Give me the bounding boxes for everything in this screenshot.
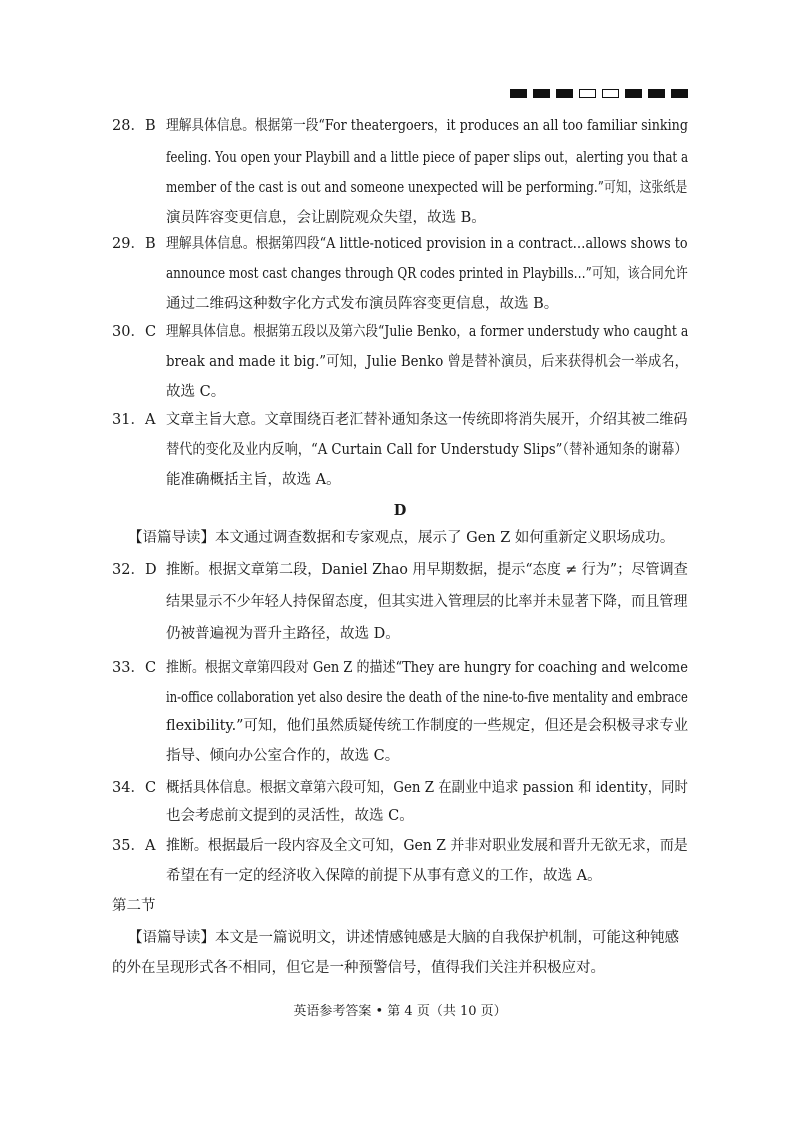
answer-line: 能准确概括主旨，故选 A。 (166, 472, 341, 488)
section-heading: 第二节 (112, 898, 156, 914)
item-number: 29．B (112, 236, 156, 252)
header-mark (510, 89, 527, 98)
answer-line: 推断。根据文章第四段对 Gen Z 的描述“They are hungry for coaching and welcome (166, 660, 688, 676)
section-intro: 【语篇导读】本文通过调查数据和专家观点，展示了 Gen Z 如何重新定义职场成功。 (128, 530, 675, 546)
header-mark (648, 89, 665, 98)
section-intro: 【语篇导读】本文是一篇说明文，讲述情感钝感是大脑的自我保护机制，可能这种钝感 (128, 930, 679, 946)
header-marks (510, 89, 688, 98)
answer-line: feeling. You open your Playbill and a little piece of paper slips out，alerting you that a (166, 150, 689, 166)
section-title: D (393, 502, 407, 519)
answer-line: 指导、倾向办公室合作的，故选 C。 (166, 748, 400, 764)
answer-line: 演员阵容变更信息，会让剧院观众失望，故选 B。 (166, 210, 486, 226)
answer-line: in-office collaboration yet also desire the death of the nine-to-five mentality and embrace (166, 690, 688, 706)
answer-line: 也会考虑前文提到的灵活性，故选 C。 (166, 808, 414, 824)
answer-line: break and made it big.”可知，Julie Benko 曾是替补演员，后来获得机会一举成名， (166, 354, 688, 370)
item-number: 33．C (112, 660, 157, 676)
answer-line: 结果显示不少年轻人持保留态度，但其实进入管理层的比率并未显著下降，而且管理 (166, 594, 688, 610)
header-mark (671, 89, 688, 98)
header-mark (625, 89, 642, 98)
answer-line: 理解具体信息。根据第四段“A little-noticed provision in a contract…allows shows to (166, 236, 688, 252)
answer-line: 希望在有一定的经济收入保障的前提下从事有意义的工作，故选 A。 (166, 868, 602, 884)
item-number: 28．B (112, 118, 156, 134)
answer-line: 推断。根据最后一段内容及全文可知，Gen Z 并非对职业发展和晋升无欲无求，而是 (166, 838, 688, 854)
answer-line: member of the cast is out and someone unexpected will be performing.”可知，这张纸是 (166, 180, 688, 196)
item-number: 30．C (112, 324, 157, 340)
answer-line: flexibility.”可知，他们虽然质疑传统工作制度的一些规定，但还是会积极寻求专业 (166, 718, 689, 734)
header-mark (533, 89, 550, 98)
section-intro: 的外在呈现形式各不相同，但它是一种预警信号，值得我们关注并积极应对。 (112, 960, 605, 976)
answer-line: 通过二维码这种数字化方式发布演员阵容变更信息，故选 B。 (166, 296, 559, 312)
answer-line: 推断。根据文章第二段，Daniel Zhao 用早期数据，提示“态度 ≠ 行为”；尽管调查 (166, 562, 688, 578)
item-number: 34．C (112, 780, 157, 796)
answer-line: 理解具体信息。根据第一段“For theatergoers，it produces an all too familiar sinking (166, 118, 688, 134)
answer-line: 替代的变化及业内反响，“A Curtain Call for Understudy Slips”（替补通知条的谢幕） (166, 442, 688, 458)
header-mark (602, 89, 619, 98)
header-mark (556, 89, 573, 98)
item-number: 32．D (112, 562, 157, 578)
header-mark (579, 89, 596, 98)
item-number: 31．A (112, 412, 156, 428)
answer-line: 文章主旨大意。文章围绕百老汇替补通知条这一传统即将消失展开，介绍其被二维码 (166, 412, 688, 428)
answer-line: 故选 C。 (166, 384, 226, 400)
page-footer: 英语参考答案 • 第 4 页（共 10 页） (293, 1004, 507, 1019)
item-number: 35．A (112, 838, 156, 854)
answer-line: announce most cast changes through QR codes printed in Playbills…”可知，该合同允许 (166, 266, 688, 282)
answer-line: 概括具体信息。根据文章第六段可知，Gen Z 在副业中追求 passion 和 identity，同时 (166, 780, 688, 796)
answer-line: 理解具体信息。根据第五段以及第六段“Julie Benko，a former understudy who caught a (166, 324, 689, 340)
answer-line: 仍被普遍视为晋升主路径，故选 D。 (166, 626, 400, 642)
